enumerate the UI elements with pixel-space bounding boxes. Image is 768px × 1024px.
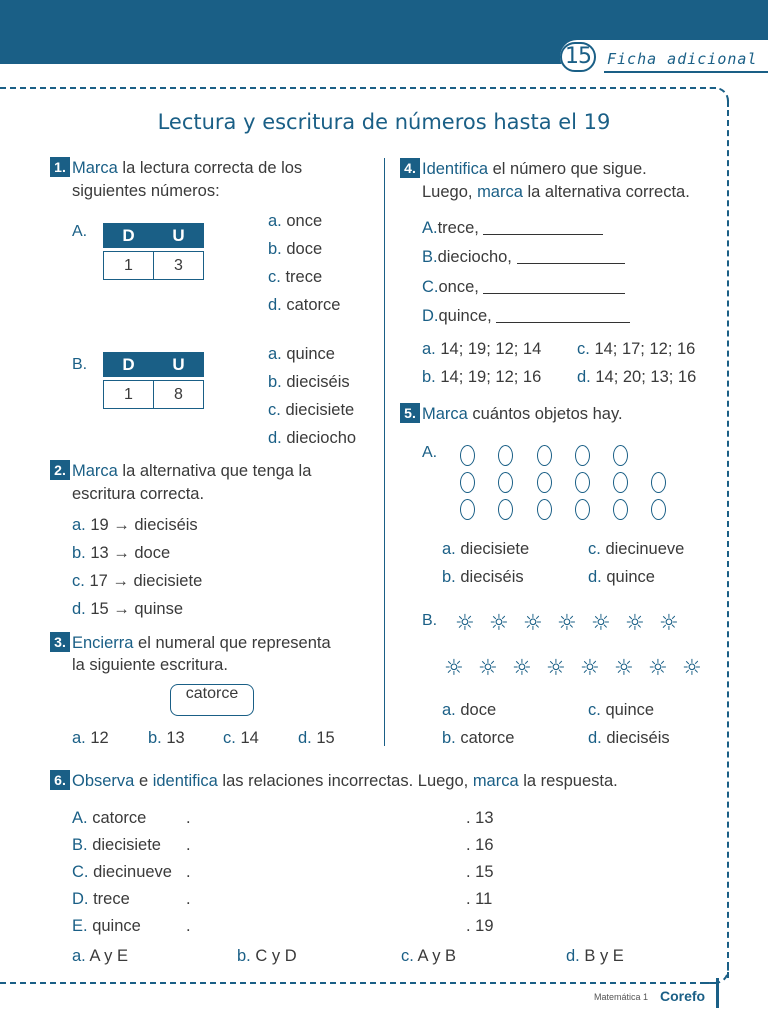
sun-icon: ☼ <box>580 656 600 681</box>
q3-option-a[interactable]: a. 12 <box>72 729 109 747</box>
q2-option-d[interactable]: d. 15 → quinse <box>72 600 184 618</box>
q3-prompt-line2: la siguiente escritura. <box>72 656 228 674</box>
q6-row-d: D. trece <box>72 890 130 908</box>
q1-b-option-c[interactable]: c. diecisiete <box>268 401 355 419</box>
q1-b-option-b[interactable]: b. dieciséis <box>268 373 350 391</box>
q6-row-d-right[interactable]: . 11 <box>466 890 493 908</box>
q6-row-e: E. quince <box>72 917 141 935</box>
q6-row-e-right[interactable]: . 19 <box>466 917 494 935</box>
oval-object <box>460 499 475 520</box>
q4-option-d[interactable]: d. 14; 20; 13; 16 <box>577 368 697 386</box>
q4-item-b: B.dieciocho, <box>422 248 625 267</box>
q4-item-d: D.quince, <box>422 307 630 326</box>
q3-prompt: 3. Encierra el numeral que representa <box>50 632 331 653</box>
u-value: 3 <box>154 252 204 280</box>
q5-b-label: B. <box>422 612 438 629</box>
q6-row-c-right[interactable]: . 15 <box>466 863 494 881</box>
q1-a-option-d[interactable]: d. catorce <box>268 296 341 314</box>
q6-row-d-left-dot[interactable]: . <box>186 890 191 908</box>
q6-option-c[interactable]: c. A y B <box>401 947 457 965</box>
d-value: 1 <box>104 381 154 409</box>
column-divider <box>384 158 385 746</box>
answer-blank[interactable] <box>483 234 603 235</box>
q6-row-b-right[interactable]: . 16 <box>466 836 494 854</box>
q5-a-option-a[interactable]: a. diecisiete <box>442 540 530 558</box>
header-underline <box>604 71 768 73</box>
q3-word-box: catorce <box>170 684 254 716</box>
oval-object <box>498 472 513 493</box>
q6-row-e-left-dot[interactable]: . <box>186 917 191 935</box>
d-header: D <box>104 224 154 248</box>
q4-prompt-line2: Luego, marca la alternativa correcta. <box>422 183 690 201</box>
oval-object <box>498 499 513 520</box>
page-title: Lectura y escritura de números hasta el 19 <box>157 110 611 134</box>
q1-prompt-line2: siguientes números: <box>72 182 220 200</box>
q1-prompt: 1. Marca la lectura correcta de los <box>50 157 302 178</box>
u-value: 8 <box>154 381 204 409</box>
q2-option-a[interactable]: a. 19 → dieciséis <box>72 516 198 534</box>
d-header: D <box>104 353 154 377</box>
d-value: 1 <box>104 252 154 280</box>
sun-icon: ☼ <box>455 611 475 636</box>
q6-row-b-left-dot[interactable]: . <box>186 836 191 854</box>
q5-a-option-c[interactable]: c. diecinueve <box>588 540 685 558</box>
q6-row-c-left-dot[interactable]: . <box>186 863 191 881</box>
q6-row-c: C. diecinueve <box>72 863 172 881</box>
q4-number: 4. <box>400 158 420 178</box>
oval-object <box>575 499 590 520</box>
sun-icon: ☼ <box>489 611 509 636</box>
q5-prompt: 5. Marca cuántos objetos hay. <box>400 403 623 424</box>
q5-a-option-d[interactable]: d. quince <box>588 568 655 586</box>
oval-object <box>460 472 475 493</box>
oval-object <box>537 445 552 466</box>
q4-item-a: A.trece, <box>422 219 603 238</box>
answer-blank[interactable] <box>517 263 625 264</box>
oval-object <box>498 445 513 466</box>
oval-object <box>537 472 552 493</box>
sun-icon: ☼ <box>591 611 611 636</box>
q1-a-option-b[interactable]: b. doce <box>268 240 323 258</box>
publisher-logo: Corefo <box>660 988 706 1004</box>
sun-icon: ☼ <box>557 611 577 636</box>
q2-prompt-line2: escritura correcta. <box>72 485 205 503</box>
q1-a-label: A. <box>72 223 88 240</box>
q5-b-option-a[interactable]: a. doce <box>442 701 497 719</box>
answer-blank[interactable] <box>496 322 630 323</box>
q5-a-option-b[interactable]: b. dieciséis <box>442 568 524 586</box>
q6-row-a-right[interactable]: . 13 <box>466 809 494 827</box>
q5-b-option-b[interactable]: b. catorce <box>442 729 515 747</box>
oval-object <box>651 499 666 520</box>
sun-icon: ☼ <box>625 611 645 636</box>
q6-option-b[interactable]: b. C y D <box>237 947 297 965</box>
footer-book: Matemática 1 <box>594 992 649 1002</box>
q5-number: 5. <box>400 403 420 423</box>
q6-option-a[interactable]: a. A y E <box>72 947 128 965</box>
q6-row-a: A. catorce <box>72 809 147 827</box>
q3-option-c[interactable]: c. 14 <box>223 729 259 747</box>
frame-top <box>0 87 716 89</box>
oval-object <box>613 499 628 520</box>
sun-icon: ☼ <box>478 656 498 681</box>
oval-object <box>460 445 475 466</box>
q1-b-option-a[interactable]: a. quince <box>268 345 335 363</box>
sun-icon: ☼ <box>659 611 679 636</box>
q1-b-option-d[interactable]: d. dieciocho <box>268 429 357 447</box>
q2-number: 2. <box>50 460 70 480</box>
q2-option-c[interactable]: c. 17 → diecisiete <box>72 572 203 590</box>
q1-number: 1. <box>50 157 70 177</box>
sun-icon: ☼ <box>546 656 566 681</box>
oval-object <box>537 499 552 520</box>
q5-b-option-d[interactable]: d. dieciséis <box>588 729 670 747</box>
sun-icon: ☼ <box>523 611 543 636</box>
q3-option-d[interactable]: d. 15 <box>298 729 335 747</box>
sun-icon: ☼ <box>614 656 634 681</box>
oval-object <box>613 472 628 493</box>
q1-verb: Marca <box>72 159 118 177</box>
u-header: U <box>154 353 204 377</box>
q1-a-option-c[interactable]: c. trece <box>268 268 323 286</box>
sun-icon: ☼ <box>512 656 532 681</box>
q1-a-du-table <box>103 223 204 280</box>
q4-prompt: 4. Identifica el número que sigue. <box>400 158 647 179</box>
oval-object <box>651 472 666 493</box>
q2-option-b[interactable]: b. 13 → doce <box>72 544 171 562</box>
page-number-badge: 15 <box>560 42 596 72</box>
oval-object <box>575 445 590 466</box>
q6-row-b: B. diecisiete <box>72 836 161 854</box>
sun-icon: ☼ <box>648 656 668 681</box>
oval-object <box>575 472 590 493</box>
q6-number: 6. <box>50 770 70 790</box>
answer-blank[interactable] <box>483 293 625 294</box>
q6-prompt: 6. Observa e identifica las relaciones incorrectas. Luego, marca la respuesta. <box>50 770 618 791</box>
q4-option-b[interactable]: b. 14; 19; 12; 16 <box>422 368 542 386</box>
frame-right <box>727 100 729 978</box>
frame-corner-bottom-right <box>700 962 729 984</box>
q1-b-du-table <box>103 352 204 409</box>
q1-b-label: B. <box>72 356 88 373</box>
u-header: U <box>154 224 204 248</box>
frame-bottom <box>0 982 716 984</box>
frame-corner-top-right <box>700 87 729 107</box>
q2-prompt: 2. Marca la alternativa que tenga la <box>50 460 311 481</box>
q4-option-c[interactable]: c. 14; 17; 12; 16 <box>577 340 696 358</box>
oval-object <box>613 445 628 466</box>
q5-a-label: A. <box>422 444 438 461</box>
q1-a-option-a[interactable]: a. once <box>268 212 323 230</box>
sun-icon: ☼ <box>444 656 464 681</box>
q5-b-option-c[interactable]: c. quince <box>588 701 655 719</box>
q6-row-a-left-dot[interactable]: . <box>186 809 191 827</box>
footer-bar <box>716 978 719 1008</box>
sun-icon: ☼ <box>682 656 702 681</box>
q3-number: 3. <box>50 632 70 652</box>
q4-item-c: C.once, <box>422 278 625 297</box>
section-label: Ficha adicional <box>607 50 758 68</box>
q6-option-d[interactable]: d. B y E <box>566 947 624 965</box>
q4-option-a[interactable]: a. 14; 19; 12; 14 <box>422 340 542 358</box>
q3-option-b[interactable]: b. 13 <box>148 729 185 747</box>
